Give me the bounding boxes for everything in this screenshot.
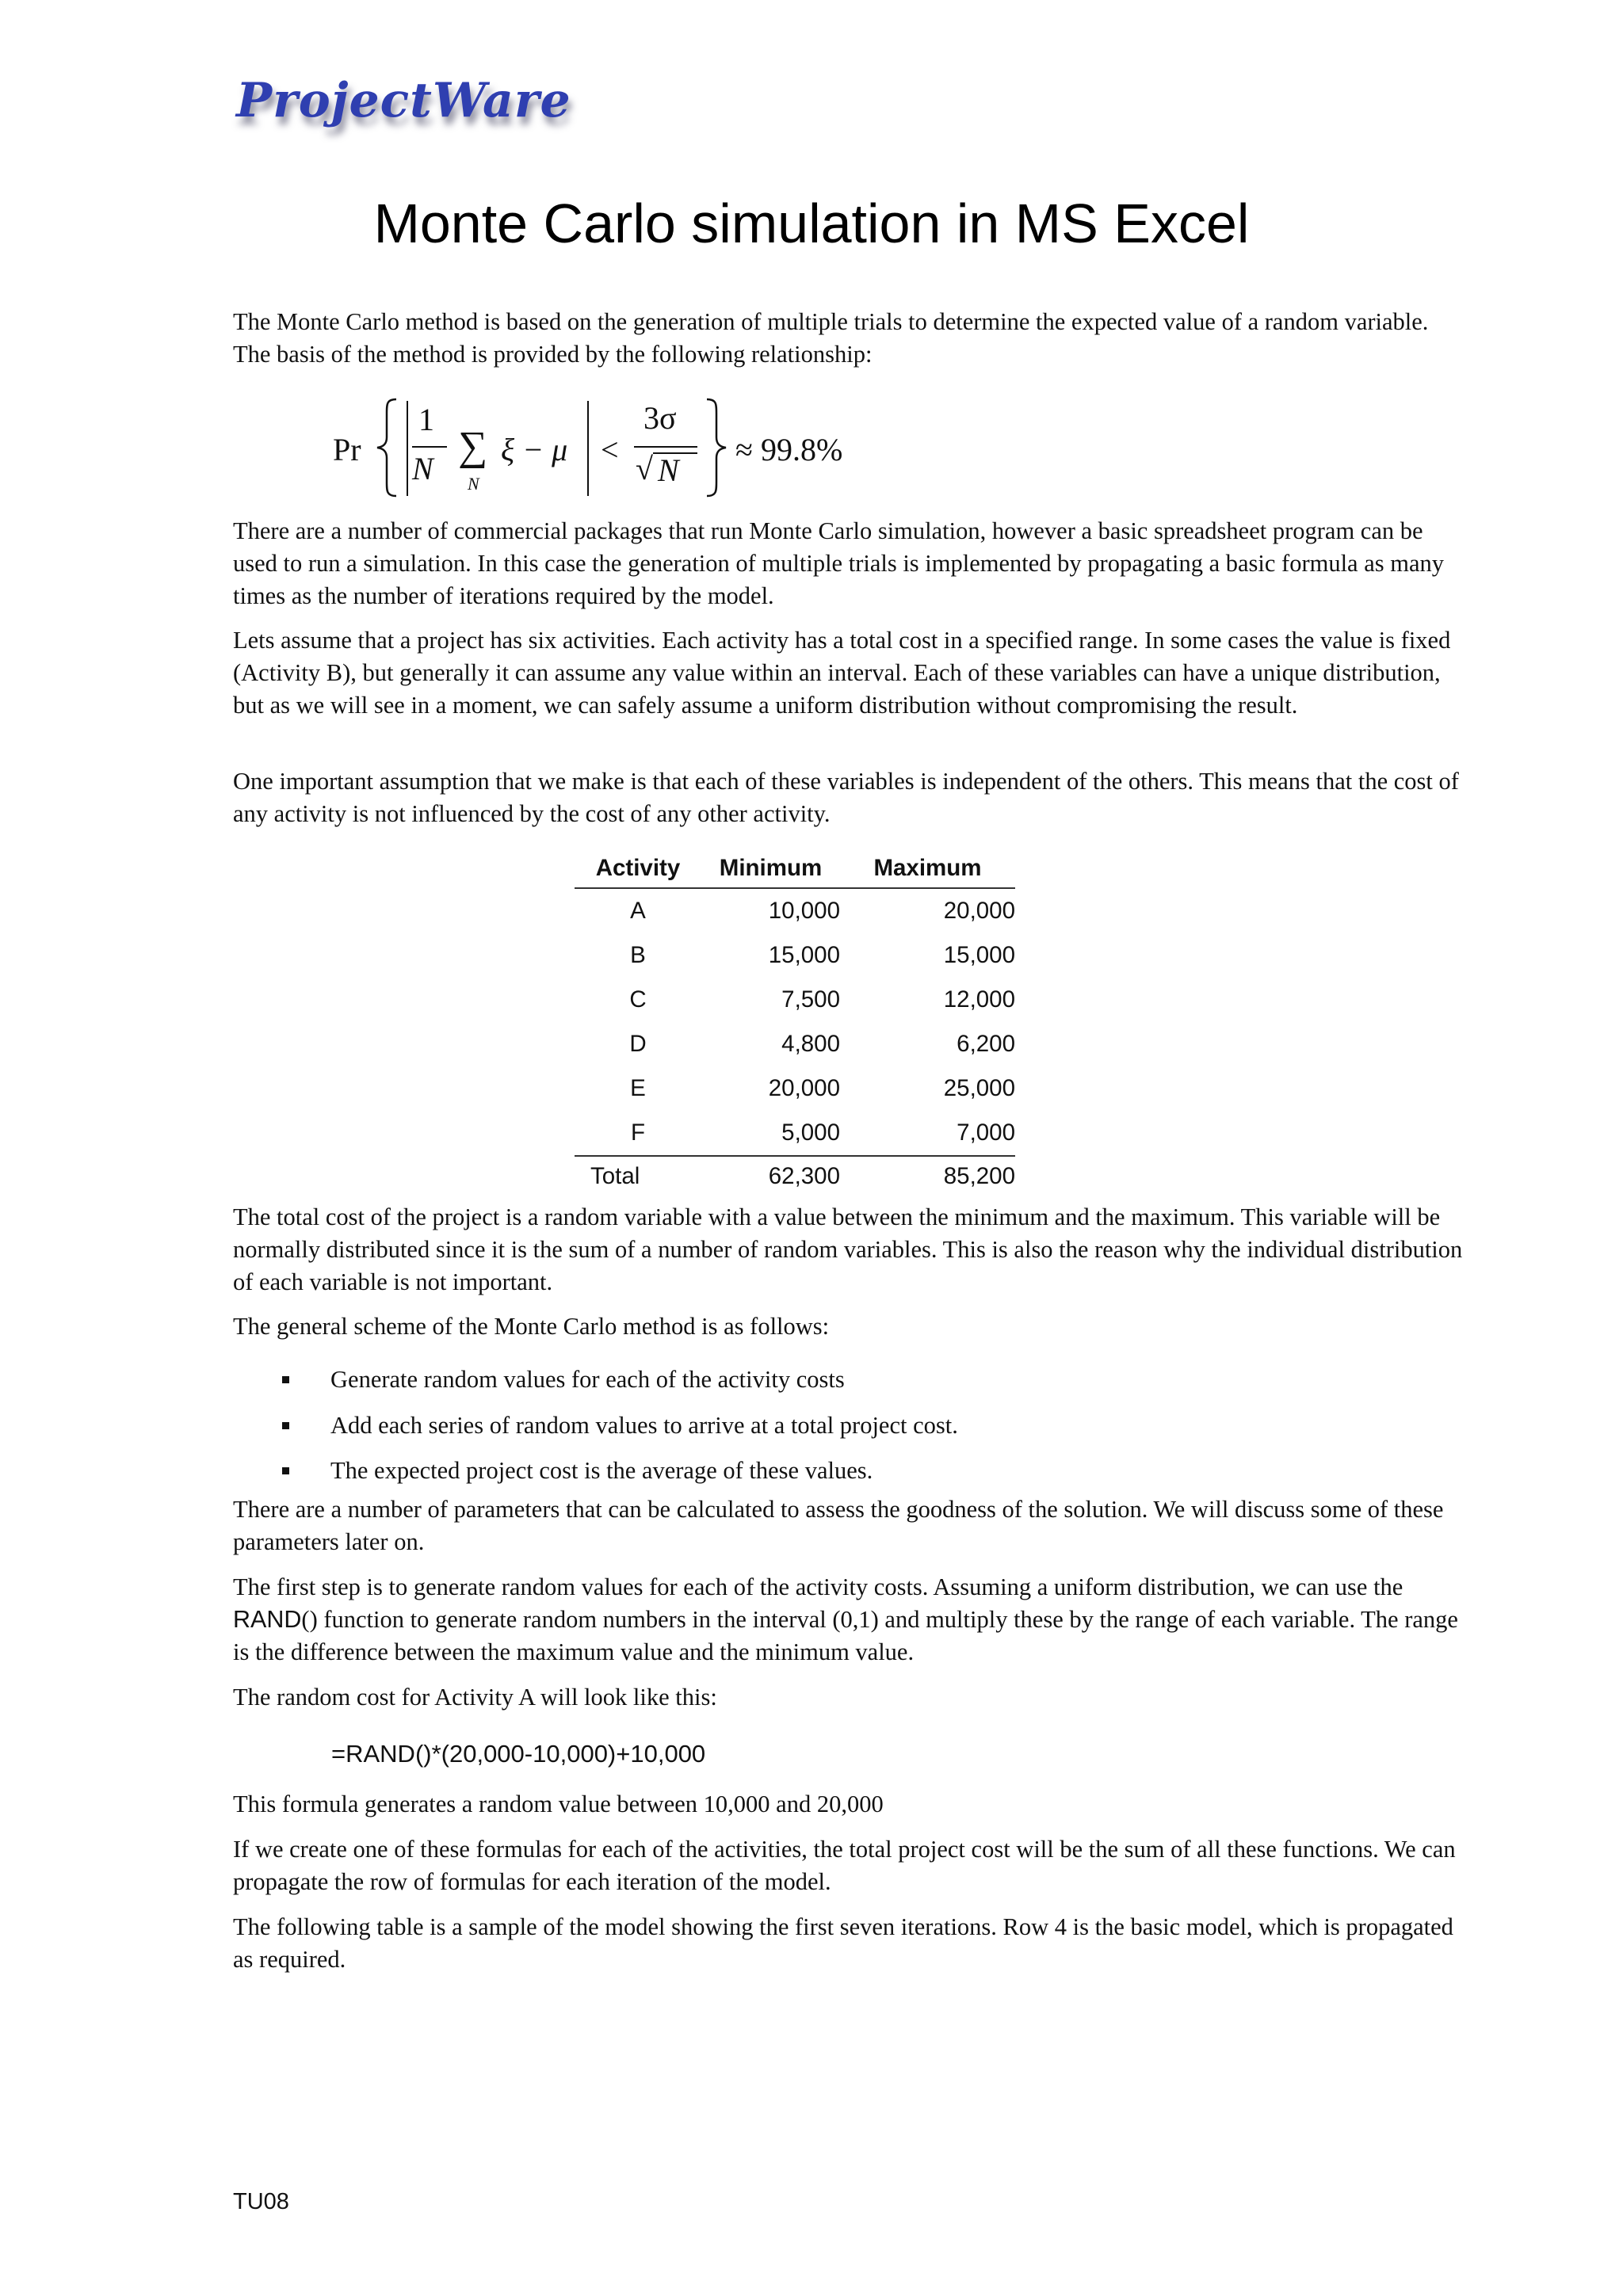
square-bullet-icon: [282, 1376, 289, 1383]
bullet-text: Add each series of random values to arrive at a total project cost.: [330, 1411, 958, 1439]
paragraph-formula-generates: This formula generates a random value between 10,000 and 20,000: [233, 1791, 884, 1817]
cell-minimum: 5,000: [781, 1119, 840, 1146]
scheme-bullet-list: [282, 1357, 1471, 1494]
cell-minimum: 15,000: [768, 942, 840, 968]
list-item: [282, 1448, 1471, 1494]
formula-pr: Pr: [333, 432, 361, 467]
formula-n-den: N: [412, 451, 433, 486]
first-step-text-after: () function to generate random numbers in the interval (0,1) and multiply these by the range of each variable. The range is the difference between the maximum value and the minimum value.: [233, 1606, 1458, 1665]
formula-result: ≈ 99.8%: [735, 432, 843, 467]
paragraph-parameters: There are a number of parameters that can be calculated to assess the goodness of the solution. We will discuss some of these parameters later on.: [233, 1496, 1444, 1555]
table-row: [575, 1111, 1015, 1157]
page-title: Monte Carlo simulation in MS Excel: [373, 193, 1250, 254]
cell-maximum: 20,000: [943, 898, 1015, 924]
cell-maximum: 6,200: [957, 1031, 1015, 1057]
formula-one: 1: [418, 402, 434, 437]
formula-less-than: <: [601, 432, 619, 467]
bullet-text: Generate random values for each of the activity costs: [330, 1366, 845, 1394]
square-bullet-icon: [282, 1422, 289, 1429]
cell-minimum: 10,000: [768, 898, 840, 924]
table-row: [575, 889, 1015, 933]
sigma-sum-icon: ∑: [458, 424, 488, 469]
table-row: [575, 1066, 1015, 1111]
cell-maximum: 7,000: [957, 1119, 1015, 1146]
paragraph-commercial-packages: There are a number of commercial packages that run Monte Carlo simulation, however a basic spreadsheet program can be used to run a simulation. In this case the generation of multiple trials is implemented by propagating a basic formula as many times as the number of iterations required by the model.: [233, 517, 1445, 609]
total-minimum: 62,300: [768, 1163, 840, 1189]
cell-maximum: 15,000: [943, 942, 1015, 968]
cell-minimum: 7,500: [781, 986, 840, 1013]
activity-cost-table: [575, 849, 1015, 1196]
cell-activity: B: [630, 942, 646, 968]
intro-paragraph: The Monte Carlo method is based on the generation of multiple trials to determine the expected value of a random variable. The basis of the method is provided by the following relationship:: [233, 308, 1429, 368]
formula-three-sigma: 3σ: [643, 400, 677, 436]
fraction-bar-icon: [412, 445, 447, 448]
cell-activity: A: [630, 898, 646, 924]
projectware-logo: ProjectWare: [236, 73, 571, 128]
paragraph-random-cost: The random cost for Activity A will look like this:: [233, 1684, 717, 1711]
cell-activity: C: [629, 986, 647, 1013]
right-brace-icon: [699, 396, 731, 499]
list-item: [282, 1357, 1471, 1403]
probability-formula: [333, 396, 843, 507]
list-item: [282, 1403, 1471, 1449]
rand-function-name: RAND: [233, 1606, 302, 1633]
rand-formula-example: =RAND()*(20,000-10,000)+10,000: [331, 1740, 706, 1768]
paragraph-first-step: [233, 1571, 1469, 1669]
fraction-bar-2-icon: [634, 445, 697, 448]
cell-maximum: 12,000: [943, 986, 1015, 1013]
header-activity: Activity: [595, 855, 681, 881]
abs-left-bar-icon: [404, 401, 411, 496]
paragraph-sample-table: The following table is a sample of the model showing the first seven iterations. Row 4 is the basic model, which is propagated as required.: [233, 1913, 1453, 1973]
paragraph-independence: One important assumption that we make is that each of these variables is independent of the others. This means that the cost of any activity is not influenced by the cost of any other activity.: [233, 768, 1459, 827]
header-minimum: Minimum: [719, 855, 823, 881]
page-footer-code: TU08: [233, 2189, 289, 2214]
paragraph-general-scheme: The general scheme of the Monte Carlo method is as follows:: [233, 1313, 830, 1340]
square-bullet-icon: [282, 1467, 289, 1474]
table-row: [575, 933, 1015, 978]
cell-minimum: 20,000: [768, 1075, 840, 1101]
paragraph-create-formulas: If we create one of these formulas for each of the activities, the total project cost will be the sum of all these functions. We can propagate the row of formulas for each iteration of the model.: [233, 1836, 1456, 1895]
cell-activity: D: [629, 1031, 647, 1057]
left-brace-icon: [372, 396, 404, 499]
paragraph-six-activities: Lets assume that a project has six activities. Each activity has a total cost in a specified range. In some cases the value is fixed (Activity B), but generally it can assume any value within an interval. Each of these variables can have a unique distribution, but as we will see in a moment, we can safely assume a uniform distribution without compromising the result.: [233, 627, 1451, 719]
table-row: [575, 1022, 1015, 1066]
cell-minimum: 4,800: [781, 1031, 840, 1057]
formula-sqrt-n: N: [658, 452, 679, 488]
total-maximum: 85,200: [943, 1163, 1015, 1189]
cell-maximum: 25,000: [943, 1075, 1015, 1101]
table-row: [575, 978, 1015, 1022]
cell-activity: F: [630, 1119, 646, 1146]
formula-xi-mu: ξ − μ: [501, 432, 568, 467]
table-total-row: [575, 1157, 1015, 1196]
sqrt-icon: √: [636, 451, 653, 486]
bullet-text: The expected project cost is the average of these values.: [330, 1457, 873, 1485]
first-step-text-before: The first step is to generate random values for each of the activity costs. Assuming a uniform distribution, we can use the: [233, 1573, 1403, 1600]
total-label: Total: [590, 1163, 640, 1189]
table-header-row: [575, 849, 1015, 889]
abs-right-bar-icon: [585, 401, 591, 496]
formula-n-sub: N: [468, 474, 479, 494]
paragraph-total-cost: The total cost of the project is a random variable with a value between the minimum and the maximum. This variable will be normally distributed since it is the sum of a number of random variables. This is also the reason why the individual distribution of each variable is not important.: [233, 1203, 1463, 1295]
header-maximum: Maximum: [873, 855, 982, 881]
cell-activity: E: [630, 1075, 646, 1101]
